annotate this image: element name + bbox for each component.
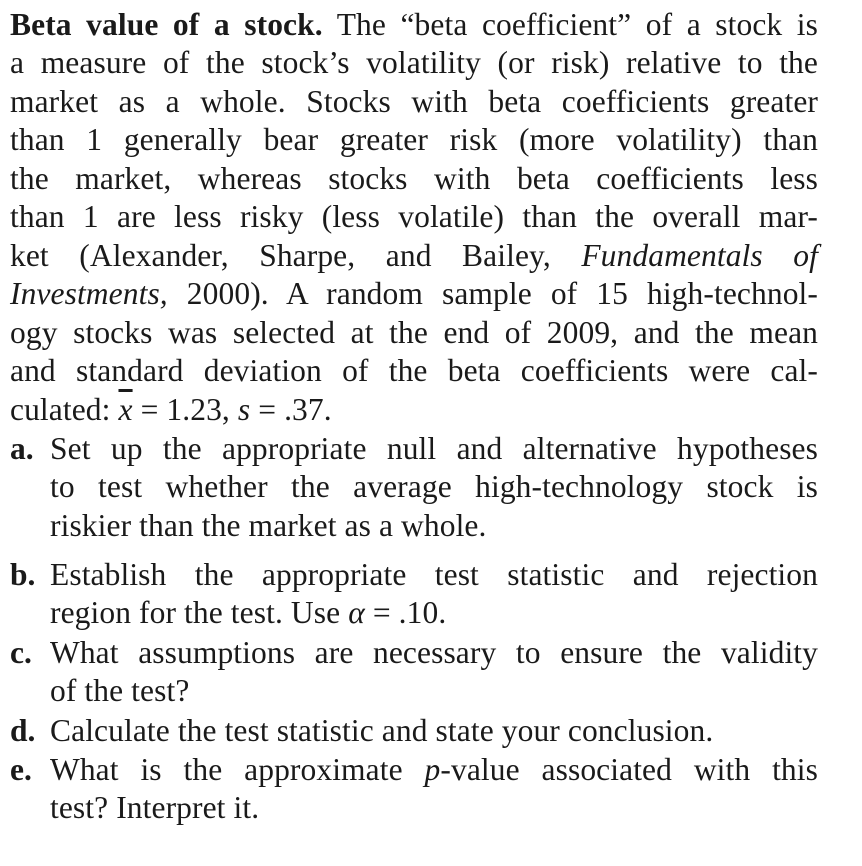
part-c-line-2: of the test? [50,673,190,708]
part-a-line-3: riskier than the market as a whole. [50,508,487,543]
part-a-line-1: Set up the appropriate null and alternative hypotheses [50,431,818,466]
sample-mean-value: = 1.23, [140,392,230,427]
part-a-line-2: to test whether the average high-technology stock is [50,469,818,504]
part-c-marker: c. [10,635,32,670]
intro-line-1 [10,6,818,44]
part-a-marker: a. [10,431,34,466]
intro-text: The “beta coefficient” of a stock is [336,7,819,42]
part-d-marker: d. [10,713,36,748]
part-e-marker: e. [10,752,32,787]
part-b-marker: b. [10,557,36,592]
sample-mean-symbol: $\overline{x}$ [118,392,133,427]
intro-line-3: market as a whole. Stocks with beta coefficients greater [10,84,818,119]
alpha-value: = .10. [372,595,447,630]
part-c-line-1: What assumptions are necessary to ensure the validity [50,635,818,670]
intro-line-6: than 1 are less risky (less volatile) than the overall mar- [10,199,818,234]
intro-text: ket (Alexander, Sharpe, and Bailey, [10,238,551,273]
intro-text: 2000). A random sample of 15 high-technol- [186,276,818,311]
book-title-cont: Investments, [10,276,168,311]
part-b-text: region for the test. Use [50,595,341,630]
intro-text: culated: [10,392,111,427]
intro-line-2: a measure of the stock’s volatility (or risk) relative to the [10,45,818,80]
intro-line-8 [10,275,818,313]
part-e-line-1 [50,751,818,789]
part-b-line-1: Establish the appropriate test statistic and rejection [50,557,818,592]
alpha-symbol: α [348,595,365,630]
part-b-line-2 [50,594,446,632]
p-symbol: p [424,752,441,787]
intro-line-4: than 1 generally bear greater risk (more volatility) than [10,122,818,157]
intro-line-11 [10,391,332,429]
intro-line-9: ogy stocks was selected at the end of 2009, and the mean [10,315,818,350]
std-dev-value: = .37. [258,392,332,427]
book-title: Fundamentals of [581,238,818,273]
std-dev-symbol: s [237,392,251,427]
part-e-text-cont: -value associated with this [440,752,818,787]
exercise-title: Beta value of a stock. [10,7,323,42]
intro-line-10: and standard deviation of the beta coefficients were cal- [10,353,818,388]
intro-line-7 [10,237,818,275]
part-e-text: What is the approximate [50,752,403,787]
part-e-line-2: test? Interpret it. [50,790,260,825]
part-d-line-1: Calculate the test statistic and state your conclusion. [50,713,714,748]
intro-line-5: the market, whereas stocks with beta coefficients less [10,161,818,196]
